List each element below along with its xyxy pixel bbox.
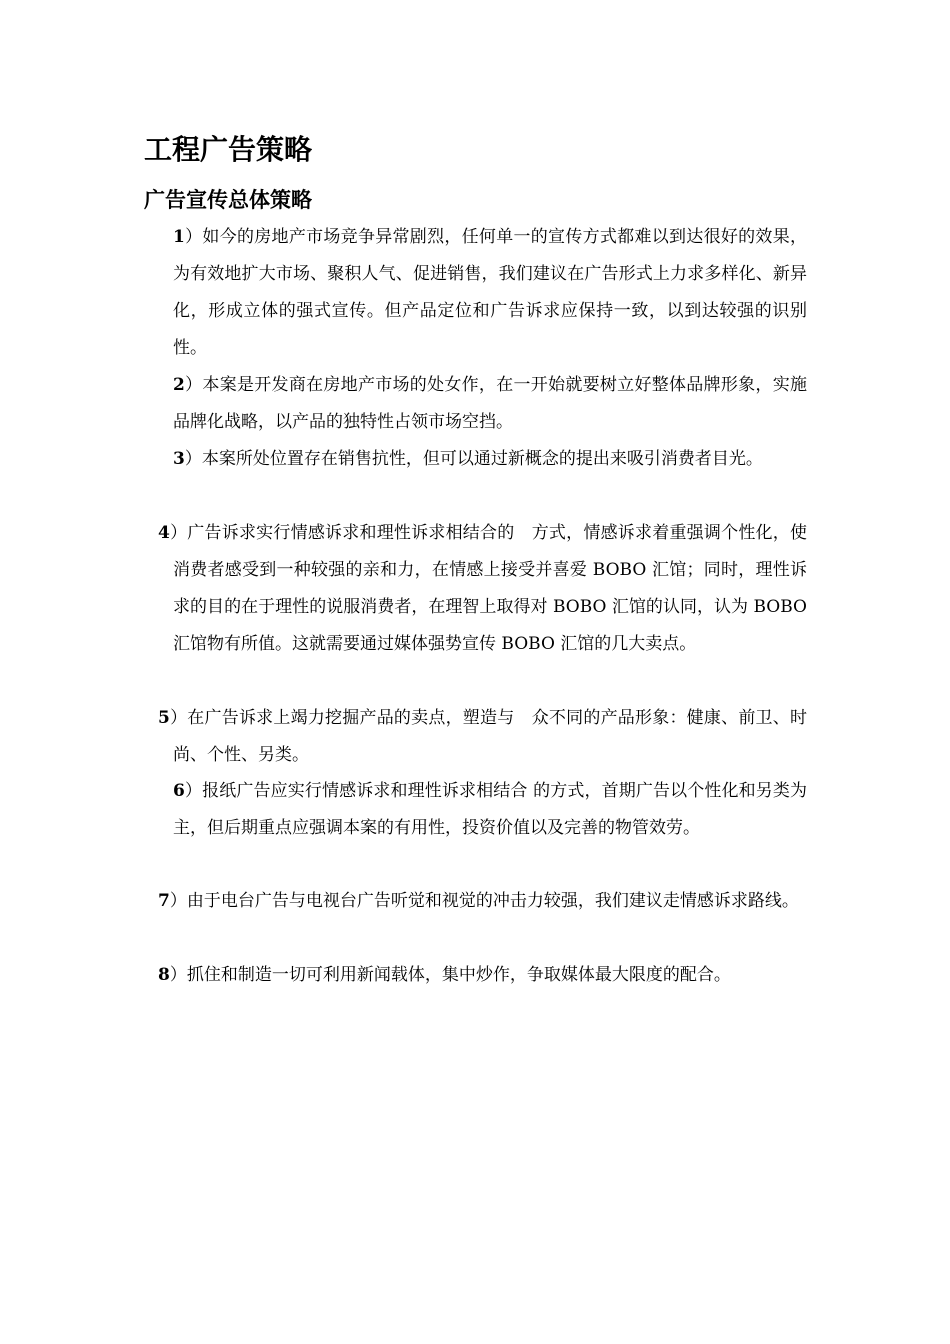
item-number: 4 [158,523,170,543]
item-number: 7 [158,891,170,911]
list-item [158,515,807,663]
item-text: ）抓住和制造一切可利用新闻载体，集中炒作，争取媒体最大限度的配合。 [169,965,731,985]
list-item [173,441,807,478]
item-number: 5 [158,708,170,728]
item-number: 8 [158,965,170,985]
item-text: ）由于电台广告与电视台广告听觉和视觉的冲击力较强，我们建议走情感诉求路线。 [169,891,799,911]
list-item [173,219,807,367]
item-number: 6 [173,781,185,801]
item-text: ）本案所处位置存在销售抗性，但可以通过新概念的提出来吸引消费者目光。 [184,449,763,469]
item-text: ）广告诉求实行情感诉求和理性诉求相结合的 方式，情感诉求着重强调个性化，使消费者感受到一种较强的亲和力，在情感上接受并喜爱 BOBO 汇馆；同时，理性诉求的目的在于理性的说服消费者，在理智上取得对 BOBO 汇馆的认同，认为 BOBO 汇馆物有所值。这就需要通过媒体强势宣传 BOBO 汇馆的几大卖点。 [169,523,807,654]
document-title: 工程广告策略 [144,133,313,166]
item-text: ）在广告诉求上竭力挖掘产品的卖点，塑造与 众不同的产品形象：健康、前卫、时尚、个性、另类。 [169,708,807,765]
item-number: 1 [173,227,185,247]
list-item [158,883,807,920]
item-text: ）如今的房地产市场竞争异常剧烈，任何单一的宣传方式都难以到达很好的效果，为有效地扩大市场、聚积人气、促进销售，我们建议在广告形式上力求多样化、新异化，形成立体的强式宣传。但产品定位和广告诉求应保持一致，以到达较强的识别性。 [173,227,807,358]
item-text: ）报纸广告应实行情感诉求和理性诉求相结合 的方式，首期广告以个性化和另类为主，但后期重点应强调本案的有用性，投资价值以及完善的物管效劳。 [173,781,807,838]
list-item [173,367,807,441]
list-item [173,773,807,847]
section-heading: 广告宣传总体策略 [144,188,312,212]
item-number: 3 [173,449,185,469]
item-text: ）本案是开发商在房地产市场的处女作，在一开始就要树立好整体品牌形象，实施品牌化战略，以产品的独特性占领市场空挡。 [173,375,807,432]
item-number: 2 [173,375,185,395]
list-item [158,957,818,994]
list-item [158,700,807,774]
